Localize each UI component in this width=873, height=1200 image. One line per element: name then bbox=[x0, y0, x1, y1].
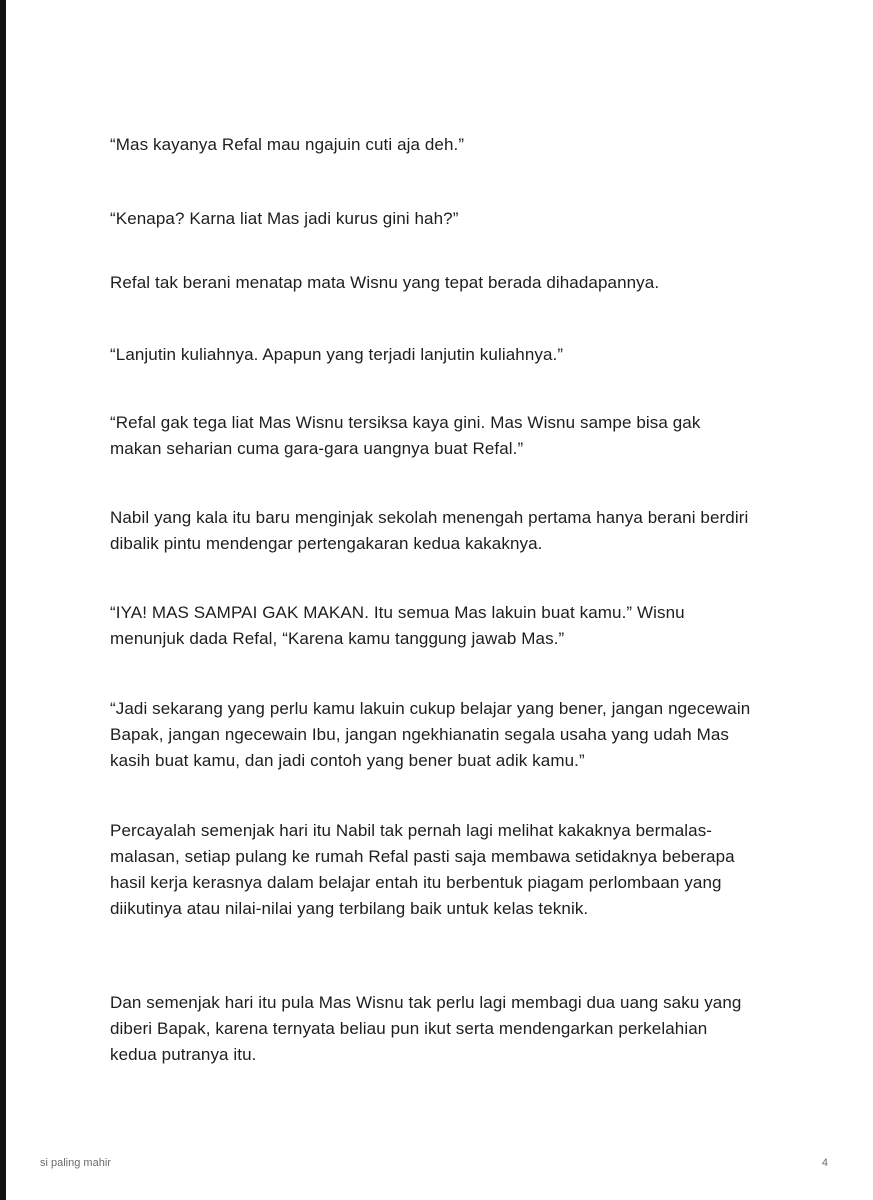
page-number: 4 bbox=[821, 1157, 828, 1169]
paragraph-5: “Refal gak tega liat Mas Wisnu tersiksa kaya gini. Mas Wisnu sampe bisa gak makan seharian cuma gara-gara uangnya buat Refal.” bbox=[110, 413, 701, 458]
paragraph-9: Percayalah semenjak hari itu Nabil tak pernah lagi melihat kakaknya bermalas-malasan, setiap pulang ke rumah Refal pasti saja membawa setidaknya beberapa hasil kerja kerasnya dalam belajar entah itu berbentuk piagam perlombaan yang diikutinya atau nilai-nilai yang terbilang baik untuk kelas teknik. bbox=[110, 821, 735, 918]
paragraph-10: Dan semenjak hari itu pula Mas Wisnu tak perlu lagi membagi dua uang saku yang diberi Bapak, karena ternyata beliau pun ikut serta mendengarkan perkelahian kedua putranya itu. bbox=[110, 993, 742, 1064]
paragraph-8: “Jadi sekarang yang perlu kamu lakuin cukup belajar yang bener, jangan ngecewain Bapak, jangan ngecewain Ibu, jangan ngekhianatin segala usaha yang udah Mas kasih buat kamu, dan jadi contoh yang bener buat adik kamu.” bbox=[110, 699, 751, 770]
paragraph-7: “IYA! MAS SAMPAI GAK MAKAN. Itu semua Mas lakuin buat kamu.” Wisnu menunjuk dada Refal, “Karena kamu tanggung jawab Mas.” bbox=[110, 603, 685, 648]
paragraph-2: “Kenapa? Karna liat Mas jadi kurus gini hah?” bbox=[110, 209, 459, 228]
paragraph-3: Refal tak berani menatap mata Wisnu yang tepat berada dihadapannya. bbox=[110, 273, 660, 292]
page-left-edge bbox=[0, 0, 6, 1200]
paragraph-6: Nabil yang kala itu baru menginjak sekolah menengah pertama hanya berani berdiri dibalik pintu mendengar pertengakaran kedua kakaknya. bbox=[110, 508, 749, 553]
paragraph-4: “Lanjutin kuliahnya. Apapun yang terjadi lanjutin kuliahnya.” bbox=[110, 345, 564, 364]
paragraph-1: “Mas kayanya Refal mau ngajuin cuti aja deh.” bbox=[110, 135, 465, 154]
footer-title: si paling mahir bbox=[40, 1157, 111, 1169]
